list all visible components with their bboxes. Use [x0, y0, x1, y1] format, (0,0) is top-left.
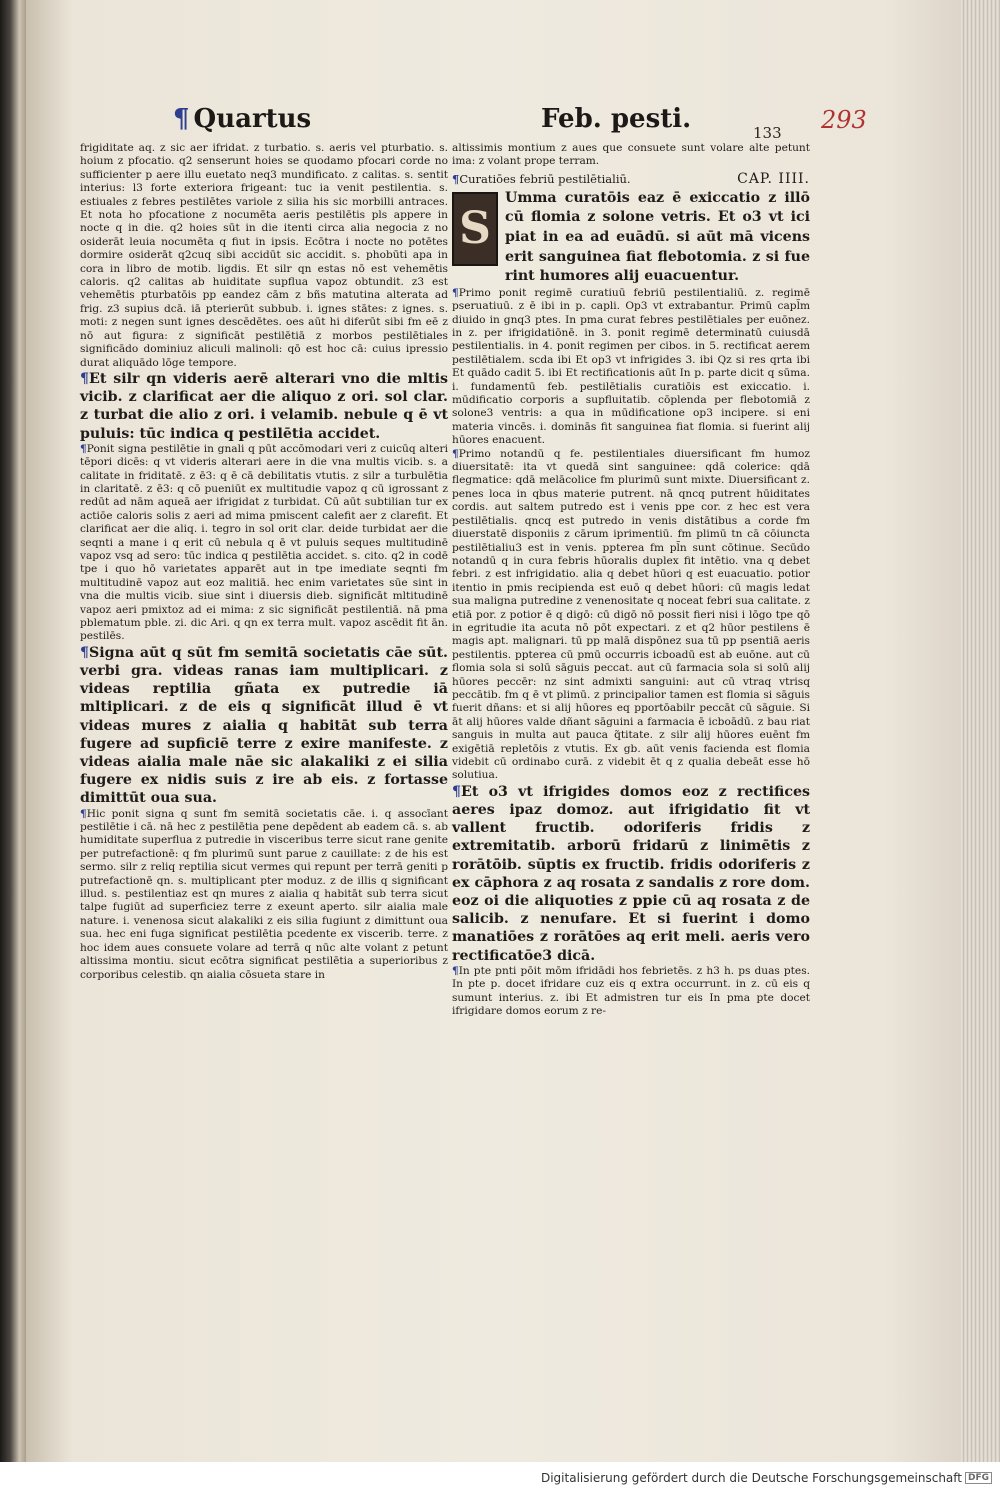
dfg-logo-icon: DFG: [965, 1472, 992, 1484]
book-spine: [0, 0, 26, 1462]
pilcrow-icon: ¶: [452, 447, 459, 460]
pilcrow-icon: ¶: [173, 104, 190, 134]
text-paragraph-content: Et silr qn videris aerē alterari vno die mltis vicib. z clarificat aer die aliquo z ori. sol clar. z turbat die alio z ori. i velamib. nebule q ē vt puluis: tūc indica q pestilētia accidet.: [80, 370, 448, 442]
commentary-paragraph-content: Ponit signa pestilētie in gnali q pūt accōmodari veri z cuicūq alteri tēpori dicēs: q vt videris alterari aere in die vna multis vicib. s. a calitate in friditatē. z ē3: q ē cā debilitatis vtutis. z silr a turbulētia in claritatē. z ē3: q cō pueniūt ex multitudie vapoz q cū igrossant z redūt ad nām aqueā aer ifrigidat z turbidat. Cū aūt subtilian tur ex actiōe caloris solis z aeri ad mima pmiscent calefit aer z clarefit. Et clarificat aer die aliq. i. tegro in sol orit clar. deide turbidat aer die seqnti a mane i q erit cū nebula q ē vt puluis seques multitudinē vapoz vsq ad sero: tūc indica q pestilētia accidet. s. cito. q2 in codē tpe i quo hō varietates apparēt aut in tpe imediate seqnti fm multitudinē vapoz aut eoz malitiā. hec enim varietates sūe sint in vna die multis vicib. siue sint i diuersis dieb. significāt mltitudinē vapoz aeri pmixtoz ad ei mima: z sic significāt pestilentiā. nā pma pblematum pble. zi. dic Ari. q qn ex terra mult. vapoz ascēdit fit ān. pestilēs.: [80, 442, 448, 643]
chapter-number: CAP. IIII.: [737, 170, 810, 187]
commentary-paragraph: [452, 965, 810, 1019]
funding-credit: Digitalisierung gefördert durch die Deutsche Forschungsgemeinschaft: [540, 1471, 962, 1485]
commentary-paragraph: altissimis montium z aues que consuete sunt volare alte petunt ima: z volant prope terram.: [452, 142, 810, 168]
running-title-right: Feb. pesti.: [541, 104, 692, 134]
text-paragraph: [452, 783, 810, 965]
commentary-paragraph: [80, 443, 448, 644]
running-title-left: [173, 104, 311, 134]
pilcrow-icon: ¶: [452, 783, 462, 800]
decorated-initial: S: [452, 192, 498, 266]
pilcrow-icon: ¶: [452, 964, 459, 977]
commentary-paragraph-content: Primo ponit regimē curatiuū febriū pestilentialiū. z. regimē pseruatiuū. z ē ibi in p. capli. Op3 vt extrabantur. Primū capl̃m diuido in gnq3 ptes. In pma curat febres pestilētiales per euōnez. in z. per ifrigidatiōnē. in 3. ponit regimē determinatū cuiusdā pestilentialis. in 4. ponit regimen per cibos. in 5. rectificat aerem pestilētialem. scda ibi Et op3 vt infrigides 3. ibi Qz si res qrta ibi Et quādo cadit 5. ibi Et rectificationis aūt In p. parte dicit q sūma. i. fundamentū feb. pestilētialis curatiōis est exiccatio. i. mūdificatio corporis a supfluitatib. cōplenda per flebotomiā z solone3 ventris: a qua in mūdificatione op3 incipere. si eni materia vincēs. i. dominās fit sanguinea fiat flomia. si fuerint alij hūores enacuent.: [452, 286, 810, 447]
text-paragraph: [80, 370, 448, 443]
folio-number: 133: [753, 124, 782, 142]
page-edges: [960, 0, 1000, 1462]
pilcrow-icon: ¶: [452, 286, 459, 299]
left-column: [80, 142, 448, 982]
commentary-paragraph-content: Primo notandū q fe. pestilentiales diuersificant fm humoz diuersitatē: ita vt quedā sint sanguinee: qdā colerice: qdā flegmatice: qdā melācolice fm plurimū sunt mixte. Diuersificant z. penes loca in qbus materie putrent. nā qncq putrent hūiditates cordis. aut saltem putredo est i venis ppe cor. z hec est vera pestilētialis. qncq est putredo in venis distātibus a corde fm diuerstatē disponiis z cārum iprimentiū. fm plimū tn cā cōiuncta pestilētialiu3 est in venis. ppterea fm pl̃n sunt cōtinue. Secūdo notandū q in cura febris hūoralis duplex fit intētio. vna q debet febri. z est infrigidatio. alia q debet hūori q est euacuatio. potior itentio in pmis recipienda est euō q debet hūori: cū magis ledat sua maligna putredine z venenositate q noceat febri sua calitate. z etiā por. z potior ē q digō: cū digō nō possit fieri nisi i lōgo tpe qō in egritudie ita acuta nō pōt expectari. z et q2 hūor pestilens ē magis apt. malignari. tū pp malā dispōnez sua tū pp psentiā aeris pestilentis. ppterea cū pmū occurris icboadū est ab euōne. aut cū flomia sola si solū sāguis peccat. aut cū farmacia sola si solū alij hūores peccēr: nz sint admixti sanguini: aut cū vtraq vtrisq peccātib. fm q ē vt plimū. z principalior tamen est flomia si sāguis fuerit dñans: et si alij hūores eq pportōabilr peccāt cū sāguie. Si āt alij hūores valde dñant sāguini a farmacia ē icboādū. z bau riat sanguis in multa aut pauca q̃titate. z silr alij hūores euēnt fm exigētiā repletōis z vtutis. Ex gb. aūt venis facienda est flomia videbit cū ordinabo curā. z videbit ēt q z qualia debeāt esse hō solutiua.: [452, 447, 810, 782]
commentary-paragraph: [452, 287, 810, 448]
pilcrow-icon: ¶: [80, 644, 90, 661]
page-header: [173, 104, 913, 144]
text-paragraph-content: Et o3 vt ifrigides domos eoz z rectifices aeres ipaz domoz. aut ifrigidatio fit vt vallent fructib. odoriferis fridis z extremitatib. arborū fridarū z linimētis z rorātōib. sūptis ex fructib. fridis odoriferis z ex cāphora z aq rosata z sandalis z rore dom. eoz oi die aliquoties z ppie cū aq rosata z de salicib. z nenufare. Et si fuerint i domo manatiōes z rorātōes aq erit meli. aeris vero rectificatōe3 dicā.: [452, 783, 810, 964]
chapter-title: Curatiōes febriū pestilētialiū.: [459, 171, 631, 186]
commentary-paragraph: [80, 808, 448, 982]
running-title-left-text: Quartus: [193, 104, 312, 134]
commentary-paragraph-content: Hic ponit signa q sunt fm semitā societatis cāe. i. q assocīant pestilētie i cā. nā hec z pestilētia pene depēdent ab eadem cā. s. ab humiditate superflua z putredie in visceribus terre sicut rane genite per putrefactionē: q fm plurimū sunt parue z cauillate: z de his est sermo. silr z reliq reptilia sicut vermes qui repunt per terrā geniti p putrefactionē qn. s. multiplicant pter moduz. z de illis q significant illud. s. pestilentiaz est qn mures z aialia q habitāt sub terra sicut talpe fugiūt ad superficiez terre z exeunt aperto. silr aialia male nature. i. venenosa sicut alakaliki z eis silia fugiunt z dimittunt oua sua. hec eni fuga significat pestilētia pcedente ex viscerib. terre. z hoc idem aues consuete volare ad terrā q nūc alte volant z petunt altissima montiu. sicut ecōtra significat pestilētia a superioribus z corporibus celestib. qn aialia cōsueta stare in: [80, 807, 448, 981]
commentary-paragraph-content: In pte pnti pōit mōm ifridādi hos febrietēs. z h3 h. ps duas ptes. In pte p. docet ifridare cuz eis q extra occurrunt. in z. cū eis q sumunt interius. z. ibi Et admistren tur eis In pma pte docet ifrigidare domos eorum z re-: [452, 964, 810, 1018]
pilcrow-icon: ¶: [80, 807, 87, 820]
footer-bar: [0, 1462, 1000, 1498]
right-column: [452, 142, 810, 1018]
text-paragraph: [452, 189, 810, 287]
chapter-heading: [452, 171, 810, 187]
pilcrow-icon: ¶: [452, 171, 460, 186]
text-paragraph-content: Umma curatōis eaz ē exiccatio z illō cū flomia z solone vetris. Et o3 vt ici piat in ea ad euādū. si aūt mā vicens erit sanguinea fiat flebotomia. z si fue rint humores alij euacuentur.: [505, 189, 810, 285]
commentary-paragraph: frigiditate aq. z sic aer ifridat. z turbatio. s. aeris vel pturbatio. s. hoium z pfocatio. q2 senserunt hoies se quodamo pfocari corde no sufficienter p aere illu euetato neq3 mundificato. z calitas. s. sentit interius: l3 forte exteriora frigeant: tuc ia venit pestilentia. s. estiuales z febres pestilētes variole z silia his sic morbilli antraces. Et nota ho pfocatione z nocumēta aeris pestilētis pls appere in nocte q in die. q2 hoies sūt in die itenti circa alia negocia z no osiderāt leuia nocumēta q fiut in ipsis. Ecōtra i nocte no potētes dormire osiderāt q2cuq sibi accidūt sic accidit. s. phobūti apa in cora in libro de motib. ligdis. Et silr qn estas nō est vehemētis caloris. q2 calitas ab huiditate supflua vapoz obtundit. z3 est vehemētis pturbatōis pp eandez cām z bñs matutina alterata ad frig. z3 supius dcā. iā pterierūt subbub. i. ignes stātes: z ignes. s. moti: z negen sunt ignes descēdētes. oes aūt hi diferūt sibi fm eē z nō aut figura: z significāt pestilētiā z morbos pestilētiales significādo dominiuz aliculi malinoli: qō est hoc cā: cuius ipressio durat aliquādo lōge tempore.: [80, 142, 448, 369]
pilcrow-icon: ¶: [80, 442, 87, 455]
text-paragraph: [80, 644, 448, 808]
pilcrow-icon: ¶: [80, 370, 90, 387]
manuscript-page-number: 293: [821, 106, 867, 134]
commentary-paragraph: [452, 448, 810, 783]
text-paragraph-content: Signa aūt q sūt fm semitā societatis cāe sūt. verbi gra. videas ranas iam multiplicari. z videas reptilia gñata ex putredie iā mltiplicari. z de eis q significāt illud ē vt videas mures z aialia q habitāt sub terra fugere ad supficiē terre z exire manifeste. z videas aialia male nāe sic alakaliki z ei silia fugere ex nidis suis z ire ab eis. z fortasse dimittūt oua sua.: [80, 644, 448, 807]
